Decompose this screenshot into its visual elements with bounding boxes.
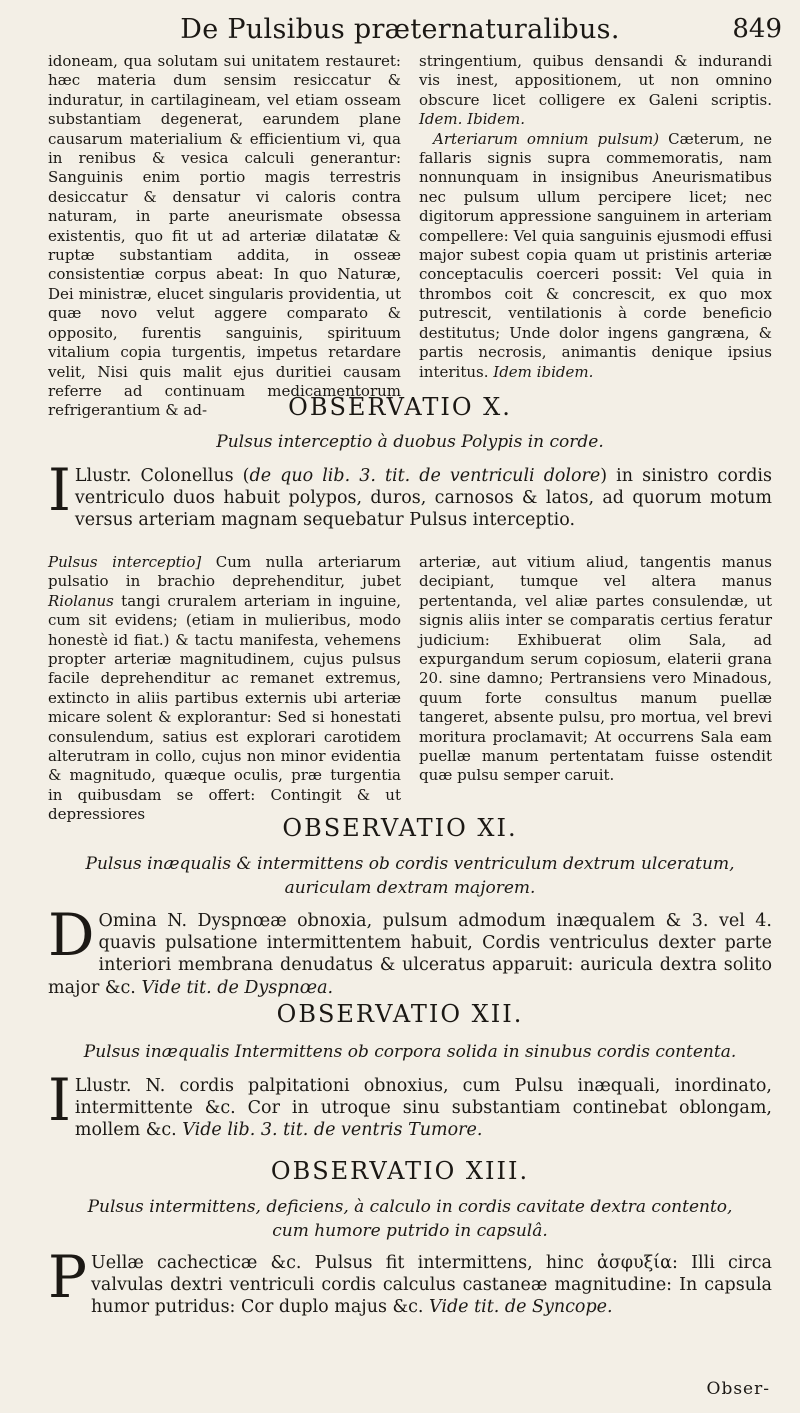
dropcap: I <box>48 1066 71 1134</box>
page-number: 849 <box>732 14 782 44</box>
dropcap: I <box>48 456 71 524</box>
observation-10-subtitle: Pulsus interceptio à duobus Polypis in corde. <box>216 432 604 452</box>
cross-reference: de quo lib. 3. tit. de ventriculi dolore <box>249 466 601 486</box>
observation-11-heading: OBSERVATIO XI. <box>282 814 518 842</box>
top-right-text-2: Cæterum, ne fallaris signis supra commemoratis, nam nonnunquam in insignibus Aneurismatibus nec pulsum ullum percipere licet; nec digitorum appressione sanguinem in arteriam compellere: Vel quia sanguinis ejusmodi effusi major subest copia quam ut pristinis arteriæ conceptaculis coerceri possit: Vel quia in thrombos coit & concrescit, ex quo mox putrescit, ventilationis à corde beneficio destitutus; Unde dolor ingens gangræna, & partis necrosis, animantis denique ipsius interitus. <box>419 129 772 381</box>
top-left-text: idoneam, qua solutam sui unitatem restauret: hæc materia dum sensim resiccatur & induratur, in cartilagineam, vel etiam osseam substantiam degenerat, earundem plane causarum materialium & efficientium vi, qua in renibus & vesica calculi generantur: Sanguinis enim portio magis terrestris desiccatur & densatur vi caloris contra naturam, in parte aneurismate obsessa existentis, quo fit ut ad arteriæ dilatatæ & ruptæ substantiam addita, in osseæ consistentiæ corpus abeat: In quo Naturæ, Dei ministræ, elucet singularis providentia, ut quæ novo velut aggere comparato & opposito, furentis sanguinis, spirituum vitalium copia turgentis, impetus retardare velit, Nisi quis malit ejus duritiei causam referre ad continuam medicamentorum refrigerantium & ad- <box>48 52 401 420</box>
observation-11-body: D Omina N. Dyspnœæ obnoxia, pulsum admodum inæqualem & 3. vel 4. quavis pulsatione intermittentem habuit, Cordis ventriculus dexter parte interiori membrana denudatus & ulceratus apparuit: auricula dextra solito major &c. Vide tit. de Dyspnœa. <box>48 901 772 998</box>
cross-reference: Vide tit. de Dyspnœa. <box>141 977 334 998</box>
top-left-column <box>48 52 401 421</box>
cross-reference: Vide tit. de Syncope. <box>429 1297 613 1318</box>
top-right-ref-2: Idem ibidem. <box>493 362 594 381</box>
dropcap: D <box>48 901 95 969</box>
commentary-right-column: arteriæ, aut vitium aliud, tangentis manus decipiant, tumque vel altera manus pertentanda, vel aliæ partes consulendæ, ut signis aliis inter se comparatis certius feratur judicium: Exhibuerat olim Sala, ad expurgandum serum copiosum, elaterii grana 20. sine damno; Pertransiens vero Minadous, quum forte consultus manum puellæ tangeret, absente pulsu, pro mortua, vel brevi moritura proclamavit; At occurrens Sala eam puellæ manum pertentatam fuisse ostendit quæ pulsu semper caruit. <box>419 553 772 785</box>
observation-13-body: P Uellæ cachecticæ &c. Pulsus fit intermittens, hinc ἀσφυξία: Illi circa valvulas dextri ventriculi cordis calculus castaneæ magnitudine: In capsula humor putridus: Cor duplo majus &c. Vide tit. de Syncope. <box>48 1243 772 1318</box>
top-right-lemma: Arteriarum omnium pulsum) <box>433 129 660 148</box>
top-right-text-1: stringentium, quibus densandi & indurandi vis inest, appositionem, ut non omnino obscure licet colligere ex Galeni scriptis. <box>419 52 772 109</box>
cross-reference: Vide lib. 3. tit. de ventris Tumore. <box>182 1120 483 1141</box>
top-right-ref-1: Idem. Ibidem. <box>419 110 525 129</box>
observation-12-body: I Llustr. N. cordis palpitationi obnoxius, cum Pulsu inæquali, inordinato, intermittente &c. Cor in utroque sinu substantiam continebat oblongam, mollem &c. Vide lib. 3. tit. de ventris Tumore. <box>48 1066 772 1141</box>
catchword: Obser- <box>706 1379 770 1399</box>
observation-12-subtitle: Pulsus inæqualis Intermittens ob corpora solida in sinubus cordis contenta. <box>83 1042 737 1062</box>
commentary-lemma: Pulsus interceptio] <box>48 553 202 571</box>
dropcap: P <box>48 1243 88 1311</box>
top-right-column <box>419 52 772 421</box>
commentary-left-column: Pulsus interceptio] Cum nulla arteriarum pulsatio in brachio deprehenditur, jubet Riolanus tangi cruralem arteriam in inguine, cum sit evidens; (etiam in mulieribus, modo honestè id fiat.) & tactu manifesta, vehemens propter arteriæ magnitudinem, cujus pulsus facile deprehenditur ac remanet extremus, extincto in aliis partibus externis ubi arteriæ micare solent & explorantur: Sed si honestati consulendum, satius est explorari carotidem alterutram in collo, cujus non minor evidentia & magnitudo, quæque oculis, præ turgentia in quibusdam se offert: Contingit & ut depressiores <box>48 553 401 824</box>
observation-12-heading: OBSERVATIO XII. <box>276 1000 524 1028</box>
observation-13-subtitle: Pulsus intermittens, deficiens, à calculo in cordis cavitate dextra contento, cum humore putrido in capsulâ. <box>87 1197 733 1241</box>
observation-11-subtitle: Pulsus inæqualis & intermittens ob cordis ventriculum dextrum ulceratum, auriculam dextram majorem. <box>85 854 735 898</box>
top-columns <box>48 52 772 421</box>
top-right-paragraph-2 <box>419 130 772 382</box>
top-right-paragraph-1 <box>419 52 772 130</box>
observation-10-heading: OBSERVATIO X. <box>288 393 512 421</box>
observation-10-commentary <box>48 553 772 825</box>
observation-10-body: I Llustr. Colonellus (de quo lib. 3. tit. de ventriculi dolore) in sinistro cordis ventriculo duos habuit polypos, duros, carnosos & latos, ad quorum motum versus arteriam magnam sequebatur Pulsus interceptio. <box>48 456 773 531</box>
observation-13-heading: OBSERVATIO XIII. <box>270 1157 530 1185</box>
running-title: De Pulsibus præternaturalibus. <box>180 14 620 45</box>
author-name: Riolanus <box>48 591 114 610</box>
